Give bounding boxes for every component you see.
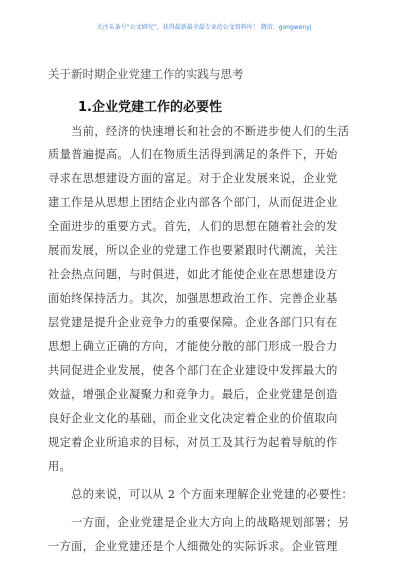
body-line: 用。 [48, 460, 72, 473]
body-line: 质量普遍提高。人们在物质生活得到满足的条件下，开始 [48, 148, 338, 161]
top-banner: 关注头条号“公文研究”，获得最新最全最专业的公文资料库！ 微信：gongwenyj [96, 24, 312, 31]
body-line: 规定着企业所追求的目标，对员工及其行为起着导航的作 [48, 436, 338, 449]
section-heading: 1.企业党建工作的必要性 [78, 100, 222, 115]
body-line: 寻求在思想建设方面的富足。对于企业发展来说，企业党 [48, 172, 338, 185]
body-line: 面始终保持活力。其次，加强思想政治工作、完善企业基 [48, 292, 338, 305]
body-line: 思想上确立正确的方向，才能使分散的部门形成一股合力 [48, 340, 338, 353]
body-line: 全面进步的重要方式。首先，人们的思想在随着社会的发 [48, 220, 338, 233]
body-line: 层党建是提升企业竞争力的重要保障。企业各部门只有在 [48, 316, 338, 329]
body-line: 社会热点问题，与时俱进，如此才能使企业在思想建设方 [48, 268, 338, 281]
body-line: 建工作是从思想上团结企业内部各个部门，从而促进企业 [48, 196, 338, 209]
body-line: 当前，经济的快速增长和社会的不断进步使人们的生活 [48, 125, 350, 138]
body-line: 总的来说，可以从 2 个方面来理解企业党建的必要性： [48, 488, 354, 501]
body-line: 良好企业文化的基础，而企业文化决定着企业的价值取向 [48, 412, 338, 425]
body-line: 一方面，企业党建还是个人细微处的实际诉求。企业管理 [48, 540, 338, 553]
body-line: 一方面，企业党建是企业大方向上的战略规划部署；另 [48, 516, 350, 529]
body-line: 共同促进企业发展，使各个部门在企业建设中发挥最大的 [48, 364, 338, 377]
body-line: 展而发展，所以企业的党建工作也要紧跟时代潮流，关注 [48, 244, 338, 257]
document-title: 关于新时期企业党建工作的实践与思考 [48, 67, 244, 81]
body-line: 效益，增强企业凝聚力和竞争力。最后，企业党建是创造 [48, 388, 338, 401]
